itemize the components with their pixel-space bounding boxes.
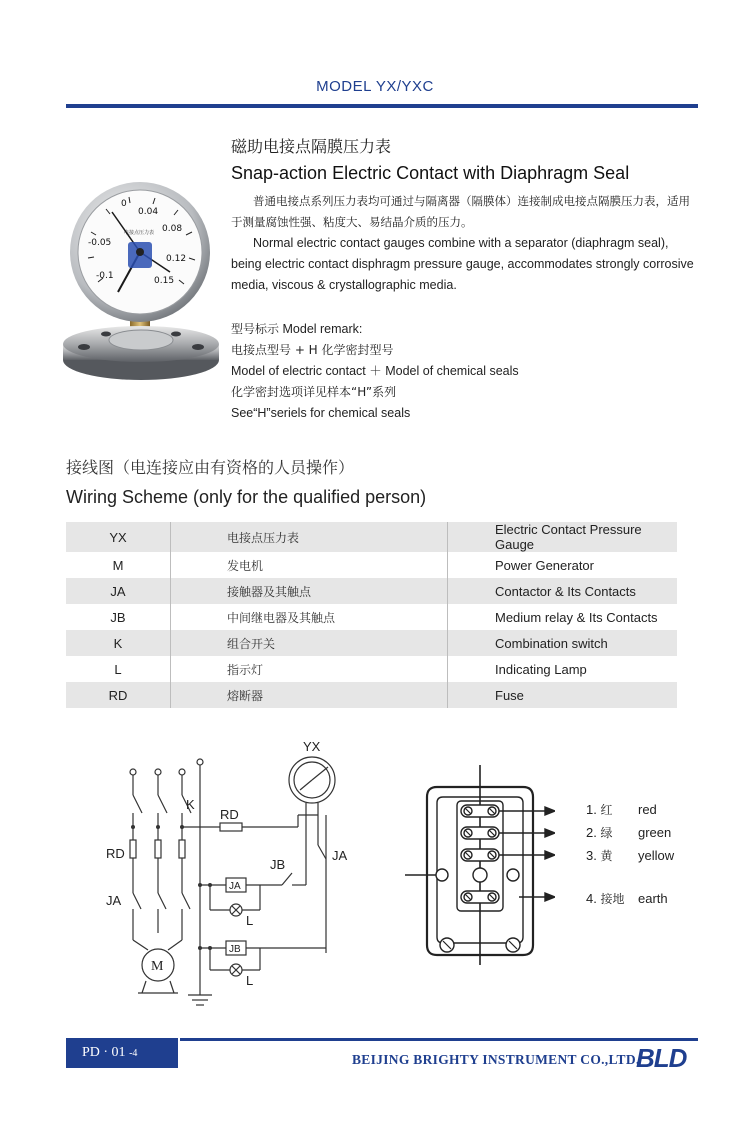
legend-en: Power Generator (495, 557, 594, 573)
terminal-en: yellow (638, 848, 675, 863)
legend-en: Contactor & Its Contacts (448, 578, 678, 604)
legend-code: JB (66, 604, 171, 630)
remark-label-en: Model remark: (282, 322, 363, 336)
product-title-zh: 磁助电接点隔膜压力表 (231, 137, 392, 156)
terminal-en: earth (638, 891, 668, 906)
terminal-zh: 红 (600, 803, 613, 817)
remark-line: 电接点型号 + H 化学密封型号 (231, 343, 394, 357)
model-remark (231, 319, 519, 424)
legend-zh: 指示灯 (171, 656, 448, 682)
diagram-label-k: K (186, 797, 195, 812)
table-row (66, 552, 677, 578)
company-name: BEIJING BRIGHTY INSTRUMENT CO.,LTD. (352, 1052, 640, 1067)
gauge-photo (58, 182, 224, 387)
remark-line: 化学密封选项详见样本“H”系列 (231, 385, 397, 399)
table-row (66, 604, 677, 630)
terminal-label-green (586, 824, 671, 841)
table-row (66, 578, 677, 604)
terminal-label-earth (586, 890, 668, 907)
legend-zh: 发电机 (171, 552, 448, 578)
legend-code: RD (66, 682, 171, 708)
terminal-number: 2. (586, 825, 597, 840)
legend-zh: 电接点压力表 (171, 522, 448, 552)
relay-ja-label: JA (229, 881, 241, 892)
scale-label: 0.12 (166, 254, 187, 264)
diagram-label-rd: RD (106, 846, 125, 861)
diagram-label-lamp: L (246, 973, 254, 988)
scale-label: 0.15 (154, 276, 175, 286)
terminal-zh: 黄 (600, 849, 613, 863)
legend-code: K (66, 630, 171, 656)
terminal-en: red (638, 802, 657, 817)
terminal-number: 3. (586, 848, 597, 863)
dial-text: 电接点压力表 (124, 230, 155, 236)
table-row (66, 630, 677, 656)
brand-logo: BLD (636, 1043, 687, 1073)
legend-zh: 接触器及其触点 (171, 578, 448, 604)
page-number-box (66, 1038, 178, 1068)
scale-label: 0 (121, 199, 127, 209)
diagram-label-ja-side: JA (332, 848, 348, 863)
legend-code: M (66, 552, 171, 578)
description-en: Normal electric contact gauges combine with a separator (diaphragm seal), being electric contact disphragm pressure gauge, accommodates strongly corrosive media, viscous & crystallographic media. (231, 236, 694, 292)
diagram-label-rd-fuse: RD (220, 807, 239, 822)
terminal-zh: 接地 (600, 892, 625, 906)
terminal-zh: 绿 (600, 826, 613, 840)
terminal-en: green (638, 825, 672, 840)
terminal-number: 4. (586, 891, 597, 906)
legend-en: Medium relay & Its Contacts (495, 609, 658, 625)
legend-zh: 熔断器 (171, 682, 448, 708)
legend-code: JA (66, 578, 171, 604)
footer-rule (180, 1038, 698, 1041)
model-title: MODEL YX/YXC (316, 78, 434, 95)
remark-label-zh: 型号标示 (231, 322, 280, 336)
diagram-label-jb: JB (270, 857, 286, 872)
legend-en: Indicating Lamp (495, 661, 587, 677)
remark-line: See“H”seriels for chemical seals (231, 406, 411, 420)
legend-code: L (66, 656, 171, 682)
diagram-label-lamp: L (246, 913, 254, 928)
diagram-label-yx: YX (303, 739, 321, 754)
header-rule (66, 104, 698, 108)
legend-table (66, 522, 677, 708)
scale-label: 0.08 (162, 224, 183, 234)
diagram-label-ja: JA (106, 893, 122, 908)
remark-line: Model of electric contact ＋ Model of chemical seals (231, 364, 519, 378)
legend-en: Combination switch (448, 630, 678, 656)
legend-zh: 中间继电器及其触点 (171, 604, 448, 630)
legend-code: YX (66, 522, 171, 552)
scale-label: -0.1 (96, 271, 114, 281)
terminal-block-diagram (405, 765, 555, 965)
description-zh: 普通电接点系列压力表均可通过与隔离器（隔膜体）连接制成电接点隔膜压力表，适用于测量腐蚀性强、粘度大、易结晶介质的压力。 (231, 194, 690, 229)
relay-jb-label: JB (229, 944, 241, 955)
terminal-label-red (586, 801, 657, 818)
wiring-diagram (100, 735, 360, 1010)
wiring-title-en: Wiring Scheme (only for the qualified person) (66, 487, 427, 507)
terminal-number: 1. (586, 802, 597, 817)
legend-en: Electric Contact Pressure Gauge (448, 522, 678, 552)
page-number: PD · 01 (82, 1045, 126, 1060)
table-row (66, 522, 677, 552)
wiring-title-zh: 接线图（电连接应由有资格的人员操作） (66, 458, 355, 477)
product-title-en: Snap-action Electric Contact with Diaphragm Seal (231, 163, 630, 183)
legend-en: Fuse (448, 682, 678, 708)
page-number-sub: -4 (129, 1048, 138, 1059)
scale-label: -0.05 (88, 238, 112, 248)
scale-label: 0.04 (138, 207, 159, 217)
table-row (66, 656, 677, 682)
table-row (66, 682, 677, 708)
motor-label: M (151, 959, 164, 974)
terminal-label-yellow (586, 847, 674, 864)
legend-zh: 组合开关 (171, 630, 448, 656)
